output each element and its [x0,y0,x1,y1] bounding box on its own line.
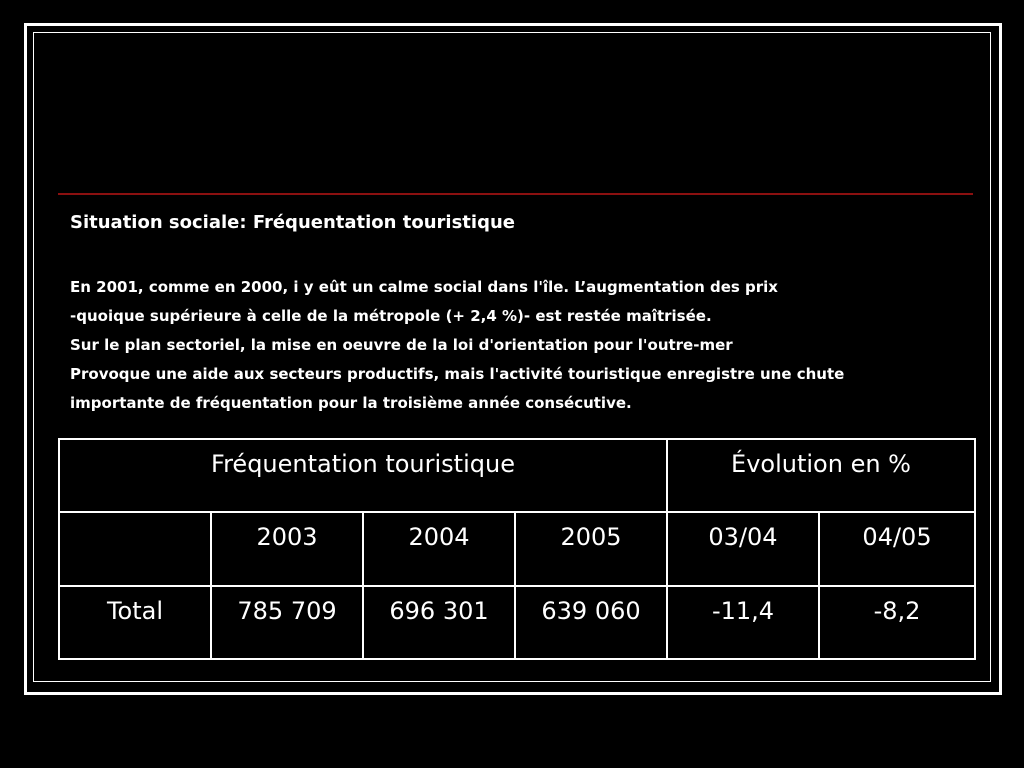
column-header-2005: 2005 [515,512,667,585]
table-cell: -8,2 [819,586,975,659]
group-header-evolution: Évolution en % [667,439,975,512]
column-header-empty [59,512,211,585]
table-row [59,586,975,659]
table-header-row [59,512,975,585]
row-label-total: Total [59,586,211,659]
table-cell: -11,4 [667,586,819,659]
paragraph-line: -quoique supérieure à celle de la métropole (+ 2,4 %)- est restée maîtrisée. [70,307,712,325]
column-header-2003: 2003 [211,512,363,585]
paragraph-line: importante de fréquentation pour la troisième année consécutive. [70,394,632,412]
table-cell: 785 709 [211,586,363,659]
table-cell: 696 301 [363,586,515,659]
table-cell: 639 060 [515,586,667,659]
title-divider [58,193,973,195]
column-header-2004: 2004 [363,512,515,585]
table-group-header-row [59,439,975,512]
slide-paragraph [70,275,970,420]
paragraph-line: Provoque une aide aux secteurs productifs, mais l'activité touristique enregistre une chute [70,365,845,383]
group-header-frequentation: Fréquentation touristique [59,439,667,512]
column-header-04-05: 04/05 [819,512,975,585]
tourism-table [58,438,976,660]
slide-heading: Situation sociale: Fréquentation touristique [70,212,515,233]
paragraph-line: En 2001, comme en 2000, i y eût un calme social dans l'île. L’augmentation des prix [70,278,778,296]
column-header-03-04: 03/04 [667,512,819,585]
paragraph-line: Sur le plan sectoriel, la mise en oeuvre de la loi d'orientation pour l'outre-mer [70,336,733,354]
